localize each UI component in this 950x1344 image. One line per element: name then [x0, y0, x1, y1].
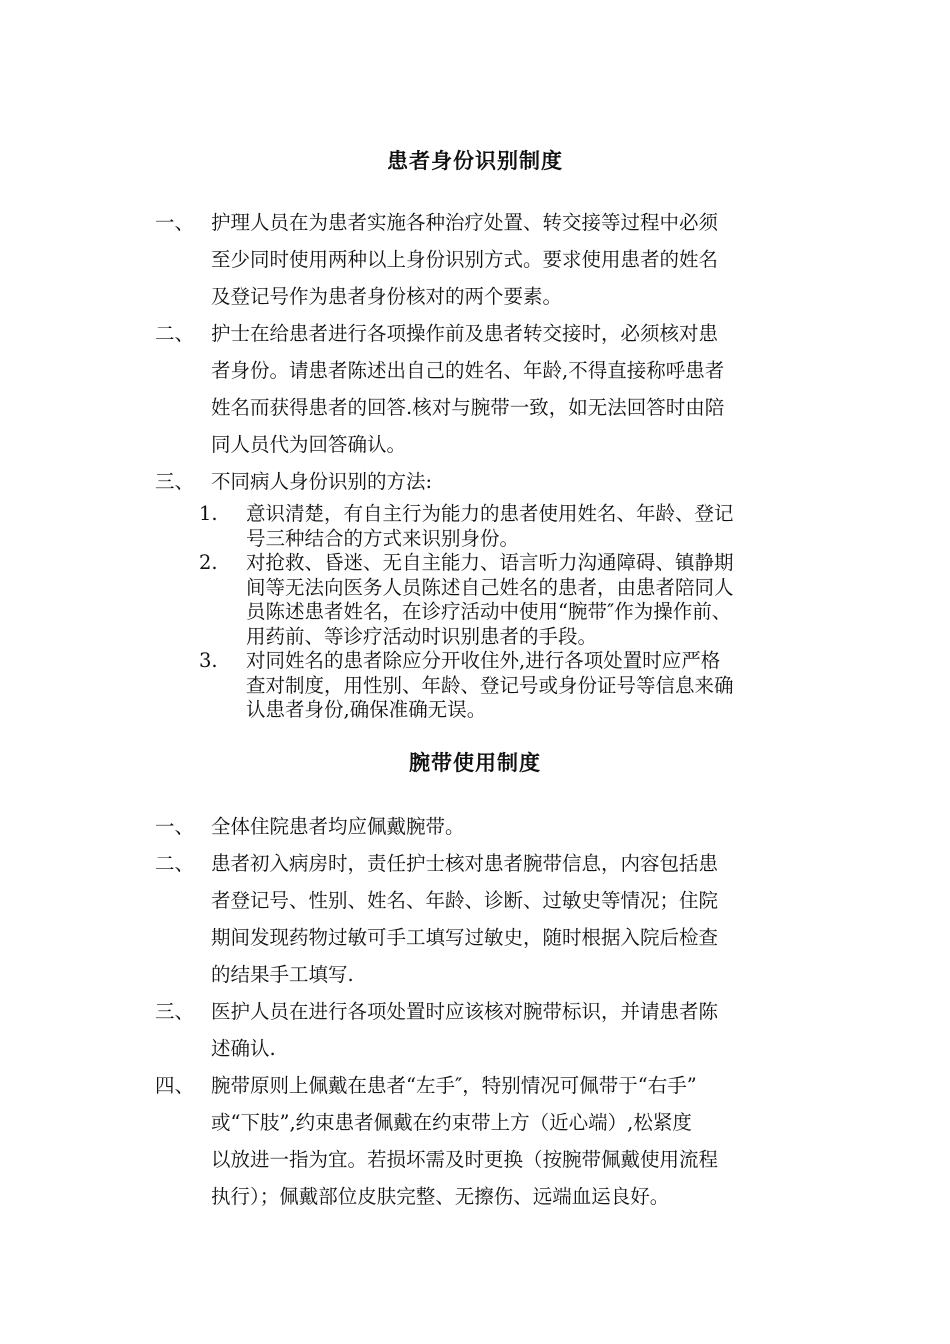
text-line: 者登记号、性别、姓名、年龄、诊断、过敏史等情况；住院: [211, 889, 719, 912]
rule-item: [0, 808, 950, 845]
text-line: 对同姓名的患者除应分开收住外,进行各项处置时应严格: [246, 649, 721, 672]
rule-text: [211, 993, 806, 1067]
method-item: [0, 649, 950, 723]
rule-item: [0, 204, 950, 315]
rule-number: 三、: [155, 1000, 195, 1023]
section-title-wristband-usage: 腕带使用制度: [409, 750, 541, 775]
rule-text: [211, 808, 806, 845]
text-line: 不同病人身份识别的方法:: [211, 470, 433, 493]
method-item: [0, 551, 950, 649]
rule-number: 三、: [155, 470, 195, 493]
text-line: 护士在给患者进行各项操作前及患者转交接时，必须核对患: [211, 322, 719, 345]
rule-number: 一、: [155, 211, 195, 234]
text-line: 同人员代为回答确认。: [211, 433, 407, 456]
rule-number: 二、: [155, 852, 195, 875]
method-text: [246, 649, 836, 723]
text-line: 执行）；佩戴部位皮肤完整、无擦伤、远端血运良好。: [211, 1185, 670, 1208]
rule-text: [211, 463, 806, 500]
method-number: 3.: [199, 649, 218, 672]
text-line: 号三种结合的方式来识别身份。: [246, 526, 520, 550]
method-text: [246, 502, 836, 551]
rule-text: [211, 204, 806, 315]
method-number: 2.: [199, 551, 218, 574]
rule-item: [0, 993, 950, 1067]
rule-item: [0, 1067, 950, 1215]
method-text: [246, 551, 836, 649]
text-line: 意识清楚，有自主行为能力的患者使用姓名、年龄、登记: [246, 502, 734, 525]
rule-text: [211, 1067, 806, 1215]
text-line: 的结果手工填写.: [211, 963, 354, 986]
text-line: 者身份。请患者陈述出自己的姓名、年龄,不得直接称呼患者: [211, 359, 725, 382]
text-line: 或“下肢”,约束患者佩戴在约束带上方（近心端）,松紧度: [211, 1111, 692, 1134]
rule-text: [211, 315, 806, 463]
text-line: 间等无法向医务人员陈述自己姓名的患者，由患者陪同人: [246, 575, 734, 599]
method-number: 1.: [199, 502, 218, 525]
text-line: 认患者身份,确保准确无误。: [246, 698, 487, 721]
text-line: 用药前、等诊疗活动时识别患者的手段。: [246, 624, 598, 648]
text-line: 全体住院患者均应佩戴腕带。: [211, 815, 465, 838]
rule-number: 一、: [155, 815, 195, 838]
text-line: 姓名而获得患者的回答.核对与腕带一致，如无法回答时由陪: [211, 396, 725, 419]
rule-number: 四、: [155, 1074, 195, 1097]
section-title-patient-identification: 患者身份识别制度: [387, 148, 563, 173]
wristband-usage-rules: [0, 808, 950, 1215]
text-line: 护理人员在为患者实施各种治疗处置、转交接等过程中必须: [211, 211, 719, 234]
identification-methods-list: [0, 502, 950, 723]
rule-item: [0, 845, 950, 993]
rule-text: [211, 845, 806, 993]
text-line: 医护人员在进行各项处置时应该核对腕带标识，并请患者陈: [211, 1000, 719, 1023]
text-line: 述确认.: [211, 1037, 276, 1060]
rule-item: [0, 315, 950, 463]
rule-number: 二、: [155, 322, 195, 345]
text-line: 员陈述患者姓名，在诊疗活动中使用“腕带″作为操作前、: [246, 600, 732, 623]
patient-identification-rules: [0, 204, 950, 723]
rule-item: [0, 463, 950, 723]
text-line: 患者初入病房时，责任护士核对患者腕带信息，内容包括患: [211, 852, 719, 875]
method-item: [0, 502, 950, 551]
text-line: 以放进一指为宜。若损坏需及时更换（按腕带佩戴使用流程: [211, 1148, 719, 1171]
text-line: 对抢救、昏迷、无自主能力、语言听力沟通障碍、镇静期: [246, 551, 734, 574]
text-line: 期间发现药物过敏可手工填写过敏史，随时根据入院后检查: [211, 926, 719, 949]
text-line: 查对制度，用性别、年龄、登记号或身份证号等信息来确: [246, 673, 734, 697]
text-line: 至少同时使用两种以上身份识别方式。要求使用患者的姓名: [211, 248, 719, 271]
text-line: 腕带原则上佩戴在患者“左手″，特别情况可佩带于“右手”: [211, 1074, 697, 1097]
text-line: 及登记号作为患者身份核对的两个要素。: [211, 285, 563, 308]
